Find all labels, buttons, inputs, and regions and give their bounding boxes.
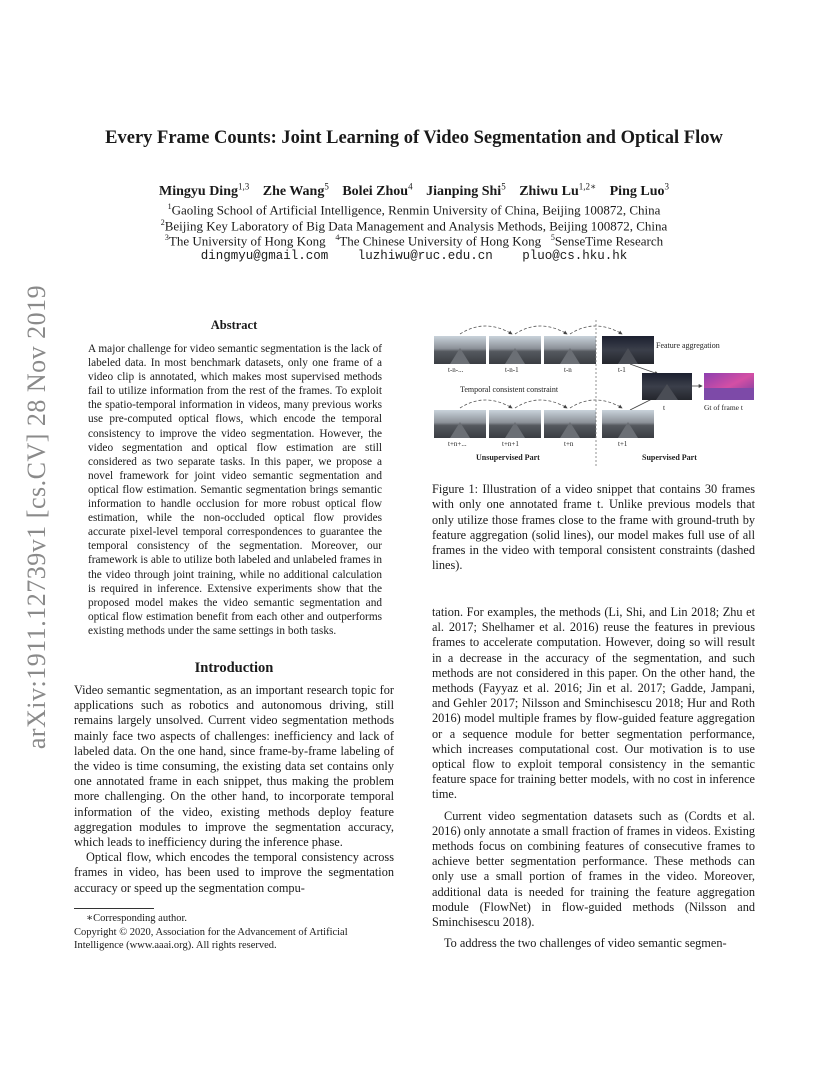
frame-label-top-4: t-1: [618, 366, 626, 374]
intro-paragraph-2: Optical flow, which encodes the temporal consistency across frames in video, has been used to improve the segmentation accuracy or speed up the segmentation compu-: [74, 850, 394, 895]
introduction-text: [74, 683, 394, 896]
figure-1-diagram: [430, 318, 760, 468]
author-1: Mingyu Ding$^{1,3}$: [159, 181, 250, 199]
footnote-rule: [74, 908, 154, 909]
copyright-note: Copyright © 2020, Association for the Advancement of Artificial Intelligence (www.aaai.org). All rights reserved.: [74, 926, 348, 951]
corresponding-author-note: ∗Corresponding author.: [86, 913, 188, 924]
abstract-body: A major challenge for video semantic segmentation is the lack of labeled data. In most benchmark datasets, only one frame of a video clip is annotated, which makes most supervised methods fail to utilize information from the rest of the frames. To exploit the spatio-temporal information in videos, many previous works use pre-computed optical flows, which encode the temporal consistency to improve the video segmentation. However, the video segmentation and optical flow estimation are still considered as two separate tasks. In this paper, we propose a novel framework for joint video semantic segmentation and optical flow estimation. Semantic segmentation brings semantic information to handle occlusion for more robust optical flow estimation, while the non-occluded optical flow provides accurate pixel-level temporal correspondences to guarantee the temporal consistency of the segmentation. Moreover, our framework is able to utilize both labeled and unlabeled frames in the video through joint training, while no additional calculation is required in inference. Extensive experiments show that the proposed model makes the video semantic segmentation and optical flow estimation benefit from each other and outperforms existing methods under the same settings in both tasks.: [88, 343, 382, 637]
author-list: [60, 181, 768, 200]
email-1: dingmyu@gmail.com: [200, 249, 329, 263]
frame-label-bottom-4: t+1: [618, 440, 628, 448]
author-5: Zhiwu $Lu^{1,2∗}$: [519, 181, 597, 199]
author-4: Jianping Shi$^5$: [426, 181, 506, 199]
frame-label-top-2: t-n-1: [505, 366, 519, 374]
temporal-constraint-label: Temporal consistent constraint: [460, 385, 559, 394]
ground-truth-label: Gt of frame t: [704, 403, 743, 412]
right-paragraph-1: tation. For examples, the methods (Li, Shi, and Lin 2018; Zhu et al. 2017; Shelhamer et al. 2016) reuse the features in previous frames to accelerate computation. However, doing so will result in a decrease in the accuracy of the segmentation, and such methods are not considered in this paper. On the other hand, the methods (Fayyaz et al. 2016; Jin et al. 2017; Gadde, Jampani, and Gehler 2017; Nilsson and Sminchisescu 2018; Hur and Roth 2016) model multiple frames by flow-guided feature aggregation or a sequence module for better segmentation performance, which increases computational cost. Our motivation is to use optical flow to exploit temporal consistency in the semantic feature space for training better models, with no cost in inference time.: [432, 605, 755, 802]
arxiv-identifier: arXiv:1911.12739v1 [cs.CV] 28 Nov 2019: [22, 284, 51, 750]
paper-title: Every Frame Counts: Joint Learning of Video Segmentation and Optical Flow: [105, 128, 723, 148]
frame-top-3: [544, 336, 596, 364]
author-6: Ping Luo$^3$: [609, 181, 669, 199]
abstract-heading: Abstract: [210, 318, 258, 332]
frame-bottom-2: [489, 410, 541, 438]
frame-label-bottom-1: t+n+...: [448, 440, 467, 448]
right-paragraph-2: Current video segmentation datasets such as (Cordts et al. 2016) only annotate a small fraction of frames in videos. Existing methods focus on combining features of consecutive frames to achieve better segmentation performance. These methods can only use a small portion of frames in the video. Moreover, additional data is needed for training the feature aggregation module (FlowNet) in flow-guided methods (Nilsson and Sminchisescu 2018).: [432, 808, 755, 930]
figure-1-caption: Figure 1: Illustration of a video snippet that contains 30 frames with only one annotated frame t. Unlike previous models that only utilize those frames close to the frame with ground-truth by feature aggregation (solid lines), our model makes full use of all frames in the video with temporal consistent constraints (dashed lines).: [432, 482, 755, 573]
footnote: [74, 912, 394, 953]
affiliation-line-1: $^1$Gaoling School of Artificial Intelligence, Renmin University of China, Beijing 100872, China: [167, 202, 661, 218]
figure-1: [430, 318, 760, 468]
right-column-text: [432, 605, 755, 951]
frame-label-bottom-3: t+n: [564, 440, 574, 448]
author-emails: [60, 249, 768, 263]
frame-bottom-3: [544, 410, 596, 438]
ground-truth-segmentation: [704, 373, 754, 400]
unsupervised-part-label: Unsupervised Part: [476, 453, 540, 462]
email-2: luzhiwu@ruc.edu.cn: [357, 249, 493, 263]
frame-top-2: [489, 336, 541, 364]
email-3: pluo@cs.hku.hk: [522, 249, 628, 263]
introduction-heading: Introduction: [194, 660, 274, 676]
author-3: Bolei Zhou$^4$: [342, 181, 413, 199]
frame-top-4: [602, 336, 654, 364]
frame-label-bottom-2: t+n+1: [502, 440, 519, 448]
frame-t-label: t: [663, 403, 666, 412]
right-paragraph-3: To address the two challenges of video semantic segmen-: [444, 936, 727, 951]
author-2: Zhe Wang$^5$: [262, 181, 329, 199]
frame-bottom-4: [602, 410, 654, 438]
frame-label-top-1: t-n-...: [448, 366, 464, 374]
frame-t: [642, 373, 692, 400]
affiliation-line-2: $^2$Beijing Key Laboratory of Big Data Management and Analysis Methods, Beijing 100872, China: [160, 218, 668, 234]
frame-top-1: [434, 336, 486, 364]
feature-aggregation-label: Feature aggregation: [656, 341, 720, 350]
supervised-part-label: Supervised Part: [642, 453, 697, 462]
frame-label-top-3: t-n: [564, 366, 572, 374]
affiliation-line-3: $^3$The University of Hong Kong $^4$The Chinese University of Hong Kong $^5$SenseTime Research: [164, 233, 664, 249]
frame-bottom-1: [434, 410, 486, 438]
arxiv-sidebar-stamp: [22, 282, 52, 752]
intro-paragraph-1: Video semantic segmentation, as an important research topic for applications such as robotics and autonomous driving, still remains largely unsolved. Current video segmentation methods mainly face two aspects of challenges: inefficiency and lack of labeled data. On the one hand, since frame-by-frame labeling of the video is time consuming, the existing data set contains only one annotated frame in each snippet, thus making the problem more challenging. On the other hand, to incorporate temporal information of the video, existing methods deploy feature aggregation modules to improve the segmentation accuracy, which leads to inefficiency during the inference phase.: [74, 683, 394, 850]
